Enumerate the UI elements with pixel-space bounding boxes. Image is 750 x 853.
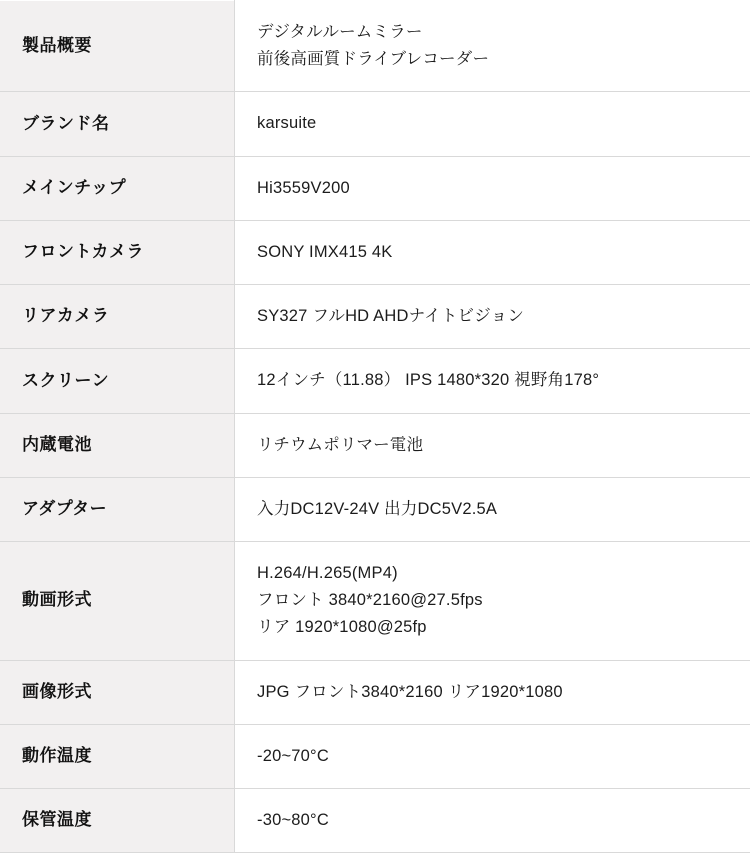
spec-value-line: JPG フロント3840*2160 リア1920*1080 xyxy=(257,679,736,706)
spec-label: アダプター xyxy=(0,477,235,541)
spec-value xyxy=(235,724,750,788)
spec-value xyxy=(235,156,750,220)
spec-value xyxy=(235,349,750,413)
spec-value-line: リチウムポリマー電池 xyxy=(257,432,736,459)
spec-label: 内蔵電池 xyxy=(0,413,235,477)
spec-label: 動作温度 xyxy=(0,724,235,788)
table-row xyxy=(0,413,750,477)
table-row xyxy=(0,156,750,220)
spec-value-line: リア 1920*1080@25fp xyxy=(257,614,736,641)
spec-value-line: -20~70°C xyxy=(257,743,736,770)
spec-label: リアカメラ xyxy=(0,285,235,349)
spec-label: ブランド名 xyxy=(0,92,235,156)
spec-value-line: 12インチ（11.88） IPS 1480*320 視野角178° xyxy=(257,367,736,394)
spec-label: 製品概要 xyxy=(0,1,235,92)
spec-value-line: -30~80°C xyxy=(257,807,736,834)
specification-table-body xyxy=(0,1,750,853)
spec-value xyxy=(235,541,750,660)
spec-value xyxy=(235,220,750,284)
table-row xyxy=(0,477,750,541)
spec-value-line: 前後高画質ドライブレコーダー xyxy=(257,46,736,73)
table-row xyxy=(0,660,750,724)
spec-label: メインチップ xyxy=(0,156,235,220)
spec-value-line: デジタルルームミラー xyxy=(257,19,736,46)
table-row xyxy=(0,724,750,788)
table-row xyxy=(0,220,750,284)
spec-value xyxy=(235,92,750,156)
spec-label: 保管温度 xyxy=(0,789,235,853)
spec-value xyxy=(235,413,750,477)
spec-value-line: karsuite xyxy=(257,110,736,137)
table-row xyxy=(0,789,750,853)
spec-value xyxy=(235,660,750,724)
spec-value xyxy=(235,477,750,541)
spec-label: フロントカメラ xyxy=(0,220,235,284)
spec-label: 画像形式 xyxy=(0,660,235,724)
spec-label: 動画形式 xyxy=(0,541,235,660)
table-row xyxy=(0,349,750,413)
table-row xyxy=(0,541,750,660)
spec-value-line: 入力DC12V-24V 出力DC5V2.5A xyxy=(257,496,736,523)
spec-value xyxy=(235,285,750,349)
spec-value xyxy=(235,1,750,92)
spec-value xyxy=(235,789,750,853)
spec-value-line: SONY IMX415 4K xyxy=(257,239,736,266)
table-row xyxy=(0,285,750,349)
table-row xyxy=(0,92,750,156)
table-row xyxy=(0,1,750,92)
spec-value-line: SY327 フルHD AHDナイトビジョン xyxy=(257,303,736,330)
spec-value-line: H.264/H.265(MP4) xyxy=(257,560,736,587)
spec-value-line: Hi3559V200 xyxy=(257,175,736,202)
spec-label: スクリーン xyxy=(0,349,235,413)
spec-value-line: フロント 3840*2160@27.5fps xyxy=(257,587,736,614)
